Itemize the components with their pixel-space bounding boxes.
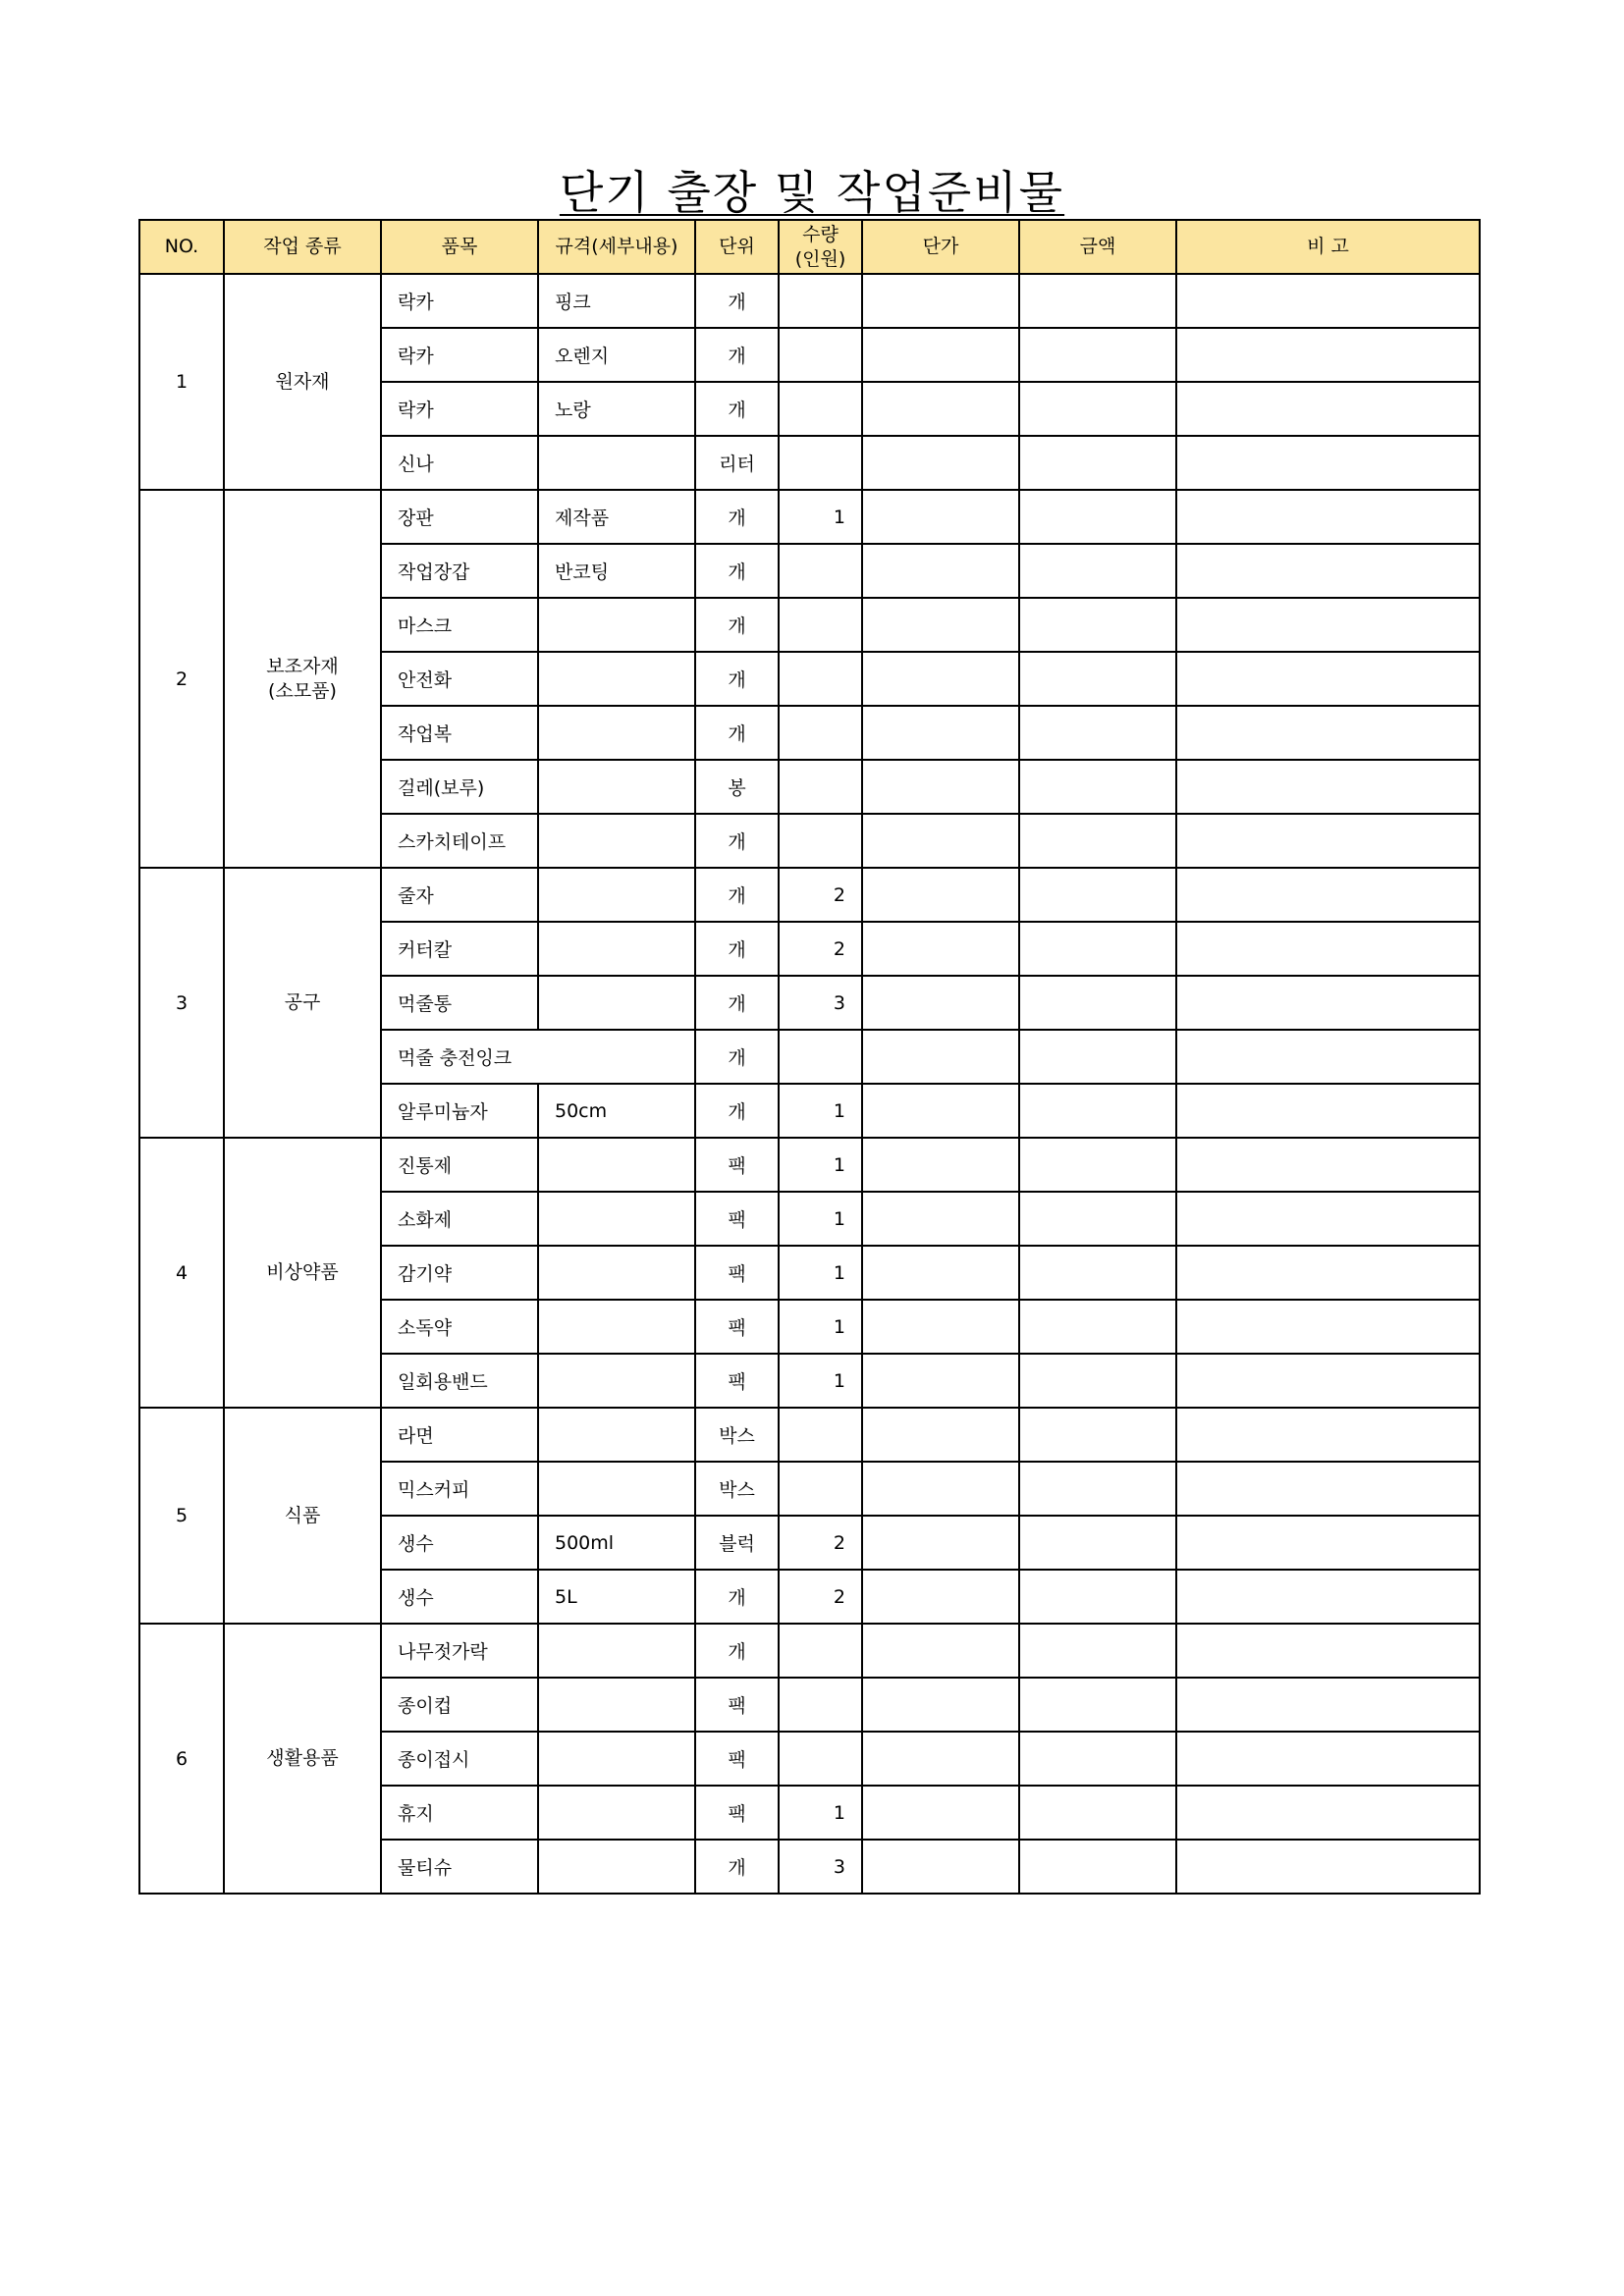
- group-type: 식품: [284, 1504, 321, 1526]
- group-type: 비상약품: [266, 1261, 339, 1283]
- item-spec-cell: [538, 1624, 695, 1678]
- item-remarks-cell: [1176, 1678, 1480, 1732]
- item-spec-cell: [538, 1840, 695, 1894]
- item-remarks-cell: [1176, 1462, 1480, 1516]
- item-remarks-cell: [1176, 1138, 1480, 1192]
- item-unit-price-cell: [862, 1516, 1019, 1570]
- item-remarks-cell: [1176, 976, 1480, 1030]
- item-unit-price-cell: [862, 976, 1019, 1030]
- item-name-cell: 락카: [381, 328, 538, 382]
- item-qty-cell: [779, 544, 862, 598]
- item-spec-cell: [538, 1462, 695, 1516]
- item-unit-price-cell: [862, 1084, 1019, 1138]
- item-spec-cell: [538, 1192, 695, 1246]
- item-amount-cell: [1019, 1570, 1176, 1624]
- group-type-cell: [224, 274, 381, 490]
- item-unit-price-cell: [862, 274, 1019, 328]
- group-type-cell: [224, 490, 381, 868]
- item-amount-cell: [1019, 760, 1176, 814]
- item-unit-price-cell: [862, 1678, 1019, 1732]
- item-qty-cell: 1: [779, 1192, 862, 1246]
- item-spec-cell: [538, 760, 695, 814]
- group-number: 5: [139, 1408, 224, 1624]
- item-spec-cell: 핑크: [538, 274, 695, 328]
- item-name-cell: 마스크: [381, 598, 538, 652]
- item-qty-cell: [779, 706, 862, 760]
- group-type-cell: [224, 1624, 381, 1894]
- item-remarks-cell: [1176, 760, 1480, 814]
- item-amount-cell: [1019, 1462, 1176, 1516]
- item-remarks-cell: [1176, 1624, 1480, 1678]
- item-amount-cell: [1019, 1786, 1176, 1840]
- header-spec: 규격(세부내용): [538, 220, 695, 274]
- item-qty-cell: [779, 1030, 862, 1084]
- item-qty-cell: [779, 760, 862, 814]
- header-unit-price: 단가: [862, 220, 1019, 274]
- item-unit-cell: 팩: [695, 1678, 779, 1732]
- group-type-cell: [224, 1408, 381, 1624]
- table-row: [139, 1624, 1480, 1678]
- item-spec-cell: 500ml: [538, 1516, 695, 1570]
- item-qty-cell: 1: [779, 1084, 862, 1138]
- group-type: 공구: [284, 991, 321, 1013]
- item-qty-cell: 2: [779, 1570, 862, 1624]
- item-amount-cell: [1019, 328, 1176, 382]
- item-amount-cell: [1019, 1354, 1176, 1408]
- item-remarks-cell: [1176, 1300, 1480, 1354]
- item-unit-cell: 개: [695, 598, 779, 652]
- item-name-cell: 줄자: [381, 868, 538, 922]
- item-amount-cell: [1019, 598, 1176, 652]
- item-spec-cell: [538, 976, 695, 1030]
- item-amount-cell: [1019, 1138, 1176, 1192]
- item-name-cell: 소독약: [381, 1300, 538, 1354]
- item-remarks-cell: [1176, 1408, 1480, 1462]
- item-spec-cell: [538, 1732, 695, 1786]
- item-unit-price-cell: [862, 1786, 1019, 1840]
- table-row: [139, 490, 1480, 544]
- item-name-cell: 안전화: [381, 652, 538, 706]
- item-unit-price-cell: [862, 544, 1019, 598]
- header-no: NO.: [139, 220, 224, 274]
- item-unit-price-cell: [862, 1300, 1019, 1354]
- item-amount-cell: [1019, 1192, 1176, 1246]
- item-spec-cell: [538, 814, 695, 868]
- table-row: [139, 868, 1480, 922]
- header-item: 품목: [381, 220, 538, 274]
- item-spec-cell: [538, 706, 695, 760]
- item-name-cell: 믹스커피: [381, 1462, 538, 1516]
- item-spec-cell: 오렌지: [538, 328, 695, 382]
- item-name-cell: 걸레(보루): [381, 760, 538, 814]
- item-name-cell: 생수: [381, 1516, 538, 1570]
- item-qty-cell: [779, 382, 862, 436]
- item-amount-cell: [1019, 1408, 1176, 1462]
- item-remarks-cell: [1176, 490, 1480, 544]
- header-qty: 수량 (인원): [779, 220, 862, 274]
- item-spec-cell: [538, 1408, 695, 1462]
- item-remarks-cell: [1176, 1516, 1480, 1570]
- item-remarks-cell: [1176, 1570, 1480, 1624]
- item-spec-cell: [538, 868, 695, 922]
- item-name-cell: 락카: [381, 382, 538, 436]
- item-unit-price-cell: [862, 1192, 1019, 1246]
- supplies-table: [138, 219, 1481, 1895]
- item-unit-cell: 개: [695, 706, 779, 760]
- item-qty-cell: 1: [779, 1786, 862, 1840]
- item-spec-cell: [538, 1354, 695, 1408]
- item-unit-price-cell: [862, 1408, 1019, 1462]
- item-name-cell: 종이접시: [381, 1732, 538, 1786]
- item-unit-price-cell: [862, 1462, 1019, 1516]
- item-unit-price-cell: [862, 868, 1019, 922]
- item-remarks-cell: [1176, 1354, 1480, 1408]
- group-type: 보조자재 (소모품): [266, 655, 339, 702]
- group-type-cell: [224, 868, 381, 1138]
- table-body: [139, 274, 1480, 1894]
- item-unit-cell: 팩: [695, 1246, 779, 1300]
- group-type: 원자재: [275, 370, 330, 393]
- item-amount-cell: [1019, 1300, 1176, 1354]
- item-unit-price-cell: [862, 1138, 1019, 1192]
- item-remarks-cell: [1176, 922, 1480, 976]
- item-unit-cell: 개: [695, 1840, 779, 1894]
- item-remarks-cell: [1176, 652, 1480, 706]
- item-unit-cell: 개: [695, 868, 779, 922]
- item-unit-cell: 개: [695, 922, 779, 976]
- item-name-cell: 작업복: [381, 706, 538, 760]
- item-spec-cell: 5L: [538, 1570, 695, 1624]
- item-name-cell: 휴지: [381, 1786, 538, 1840]
- item-spec-cell: [538, 1246, 695, 1300]
- item-unit-cell: 개: [695, 274, 779, 328]
- item-qty-cell: 1: [779, 1300, 862, 1354]
- item-name-cell: 소화제: [381, 1192, 538, 1246]
- item-unit-cell: 박스: [695, 1462, 779, 1516]
- item-spec-cell: 50cm: [538, 1084, 695, 1138]
- header-amount: 금액: [1019, 220, 1176, 274]
- item-remarks-cell: [1176, 544, 1480, 598]
- item-name-cell: 라면: [381, 1408, 538, 1462]
- header-row: [139, 220, 1480, 274]
- item-amount-cell: [1019, 814, 1176, 868]
- item-amount-cell: [1019, 1624, 1176, 1678]
- item-unit-cell: 박스: [695, 1408, 779, 1462]
- item-remarks-cell: [1176, 274, 1480, 328]
- item-qty-cell: 1: [779, 1138, 862, 1192]
- item-remarks-cell: [1176, 1732, 1480, 1786]
- item-qty-cell: [779, 1462, 862, 1516]
- item-unit-price-cell: [862, 598, 1019, 652]
- item-unit-cell: 개: [695, 1084, 779, 1138]
- item-unit-cell: 개: [695, 976, 779, 1030]
- header-remarks: 비 고: [1176, 220, 1480, 274]
- group-number: 6: [139, 1624, 224, 1894]
- item-unit-price-cell: [862, 490, 1019, 544]
- item-spec-cell: [538, 1138, 695, 1192]
- item-remarks-cell: [1176, 436, 1480, 490]
- item-spec-cell: [538, 1786, 695, 1840]
- item-spec-cell: [538, 436, 695, 490]
- item-amount-cell: [1019, 436, 1176, 490]
- item-amount-cell: [1019, 652, 1176, 706]
- item-unit-cell: 개: [695, 814, 779, 868]
- item-qty-cell: 3: [779, 976, 862, 1030]
- item-amount-cell: [1019, 1678, 1176, 1732]
- item-remarks-cell: [1176, 1840, 1480, 1894]
- item-remarks-cell: [1176, 868, 1480, 922]
- item-name-cell: 감기약: [381, 1246, 538, 1300]
- item-qty-cell: 2: [779, 922, 862, 976]
- item-unit-cell: 리터: [695, 436, 779, 490]
- item-qty-cell: [779, 814, 862, 868]
- item-amount-cell: [1019, 1516, 1176, 1570]
- group-number: 4: [139, 1138, 224, 1408]
- item-name-cell: 신나: [381, 436, 538, 490]
- item-amount-cell: [1019, 1246, 1176, 1300]
- item-spec-cell: 반코팅: [538, 544, 695, 598]
- item-unit-price-cell: [862, 922, 1019, 976]
- group-type-cell: [224, 1138, 381, 1408]
- item-name-cell: 일회용밴드: [381, 1354, 538, 1408]
- item-qty-cell: [779, 1678, 862, 1732]
- item-unit-price-cell: [862, 436, 1019, 490]
- item-unit-price-cell: [862, 1732, 1019, 1786]
- item-unit-price-cell: [862, 1840, 1019, 1894]
- item-unit-cell: 팩: [695, 1138, 779, 1192]
- item-amount-cell: [1019, 1732, 1176, 1786]
- item-name-cell: 생수: [381, 1570, 538, 1624]
- item-spec-cell: [538, 598, 695, 652]
- item-remarks-cell: [1176, 1786, 1480, 1840]
- item-qty-cell: 2: [779, 1516, 862, 1570]
- item-amount-cell: [1019, 544, 1176, 598]
- item-unit-cell: 봉: [695, 760, 779, 814]
- item-name-cell: 종이컵: [381, 1678, 538, 1732]
- item-amount-cell: [1019, 490, 1176, 544]
- item-spec-cell: 제작품: [538, 490, 695, 544]
- item-qty-cell: [779, 1732, 862, 1786]
- item-qty-cell: 3: [779, 1840, 862, 1894]
- item-name-cell: 스카치테이프: [381, 814, 538, 868]
- item-name-cell: 알루미늄자: [381, 1084, 538, 1138]
- item-name-cell: 작업장갑: [381, 544, 538, 598]
- item-remarks-cell: [1176, 814, 1480, 868]
- item-amount-cell: [1019, 868, 1176, 922]
- item-unit-price-cell: [862, 652, 1019, 706]
- item-name-cell: 물티슈: [381, 1840, 538, 1894]
- item-qty-cell: [779, 328, 862, 382]
- item-spec-cell: [538, 1678, 695, 1732]
- item-amount-cell: [1019, 976, 1176, 1030]
- table-row: [139, 1408, 1480, 1462]
- group-number: 1: [139, 274, 224, 490]
- item-unit-cell: 팩: [695, 1786, 779, 1840]
- item-qty-cell: [779, 436, 862, 490]
- item-qty-cell: [779, 274, 862, 328]
- item-unit-cell: 팩: [695, 1354, 779, 1408]
- item-unit-price-cell: [862, 328, 1019, 382]
- item-amount-cell: [1019, 1840, 1176, 1894]
- table-row: [139, 1138, 1480, 1192]
- item-amount-cell: [1019, 1030, 1176, 1084]
- item-remarks-cell: [1176, 1192, 1480, 1246]
- item-unit-price-cell: [862, 814, 1019, 868]
- item-unit-price-cell: [862, 1030, 1019, 1084]
- item-qty-cell: [779, 598, 862, 652]
- item-unit-cell: 개: [695, 490, 779, 544]
- item-unit-cell: 개: [695, 1570, 779, 1624]
- item-amount-cell: [1019, 382, 1176, 436]
- item-unit-price-cell: [862, 1624, 1019, 1678]
- item-spec-cell: [538, 652, 695, 706]
- item-name-cell: 장판: [381, 490, 538, 544]
- item-unit-cell: 개: [695, 544, 779, 598]
- header-type: 작업 종류: [224, 220, 381, 274]
- item-remarks-cell: [1176, 706, 1480, 760]
- item-remarks-cell: [1176, 1030, 1480, 1084]
- item-unit-cell: 개: [695, 1624, 779, 1678]
- item-name-cell: 락카: [381, 274, 538, 328]
- item-name-cell: 진통제: [381, 1138, 538, 1192]
- item-unit-cell: 블럭: [695, 1516, 779, 1570]
- item-unit-price-cell: [862, 1246, 1019, 1300]
- item-amount-cell: [1019, 274, 1176, 328]
- item-spec-cell: [538, 922, 695, 976]
- item-remarks-cell: [1176, 382, 1480, 436]
- item-qty-cell: [779, 652, 862, 706]
- item-unit-price-cell: [862, 1354, 1019, 1408]
- item-qty-cell: [779, 1624, 862, 1678]
- item-qty-cell: [779, 1408, 862, 1462]
- item-unit-cell: 팩: [695, 1192, 779, 1246]
- item-qty-cell: 2: [779, 868, 862, 922]
- item-unit-cell: 개: [695, 652, 779, 706]
- item-name-cell: 먹줄 충전잉크: [381, 1030, 695, 1084]
- item-unit-cell: 개: [695, 328, 779, 382]
- item-unit-price-cell: [862, 760, 1019, 814]
- item-spec-cell: 노랑: [538, 382, 695, 436]
- group-type: 생활용품: [266, 1747, 339, 1769]
- item-qty-cell: 1: [779, 1246, 862, 1300]
- item-remarks-cell: [1176, 328, 1480, 382]
- item-unit-price-cell: [862, 382, 1019, 436]
- item-unit-cell: 개: [695, 382, 779, 436]
- item-unit-price-cell: [862, 706, 1019, 760]
- item-qty-cell: 1: [779, 490, 862, 544]
- item-unit-cell: 팩: [695, 1732, 779, 1786]
- item-amount-cell: [1019, 922, 1176, 976]
- header-unit: 단위: [695, 220, 779, 274]
- group-number: 2: [139, 490, 224, 868]
- item-remarks-cell: [1176, 598, 1480, 652]
- item-unit-price-cell: [862, 1570, 1019, 1624]
- item-amount-cell: [1019, 1084, 1176, 1138]
- item-remarks-cell: [1176, 1246, 1480, 1300]
- item-remarks-cell: [1176, 1084, 1480, 1138]
- group-number: 3: [139, 868, 224, 1138]
- table-row: [139, 274, 1480, 328]
- item-name-cell: 커터칼: [381, 922, 538, 976]
- item-unit-cell: 개: [695, 1030, 779, 1084]
- item-unit-cell: 팩: [695, 1300, 779, 1354]
- page-title-text: 단기 출장 및 작업준비물: [559, 166, 1065, 219]
- item-amount-cell: [1019, 706, 1176, 760]
- item-spec-cell: [538, 1300, 695, 1354]
- page-title: [0, 157, 1624, 222]
- item-name-cell: 나무젓가락: [381, 1624, 538, 1678]
- item-qty-cell: 1: [779, 1354, 862, 1408]
- item-name-cell: 먹줄통: [381, 976, 538, 1030]
